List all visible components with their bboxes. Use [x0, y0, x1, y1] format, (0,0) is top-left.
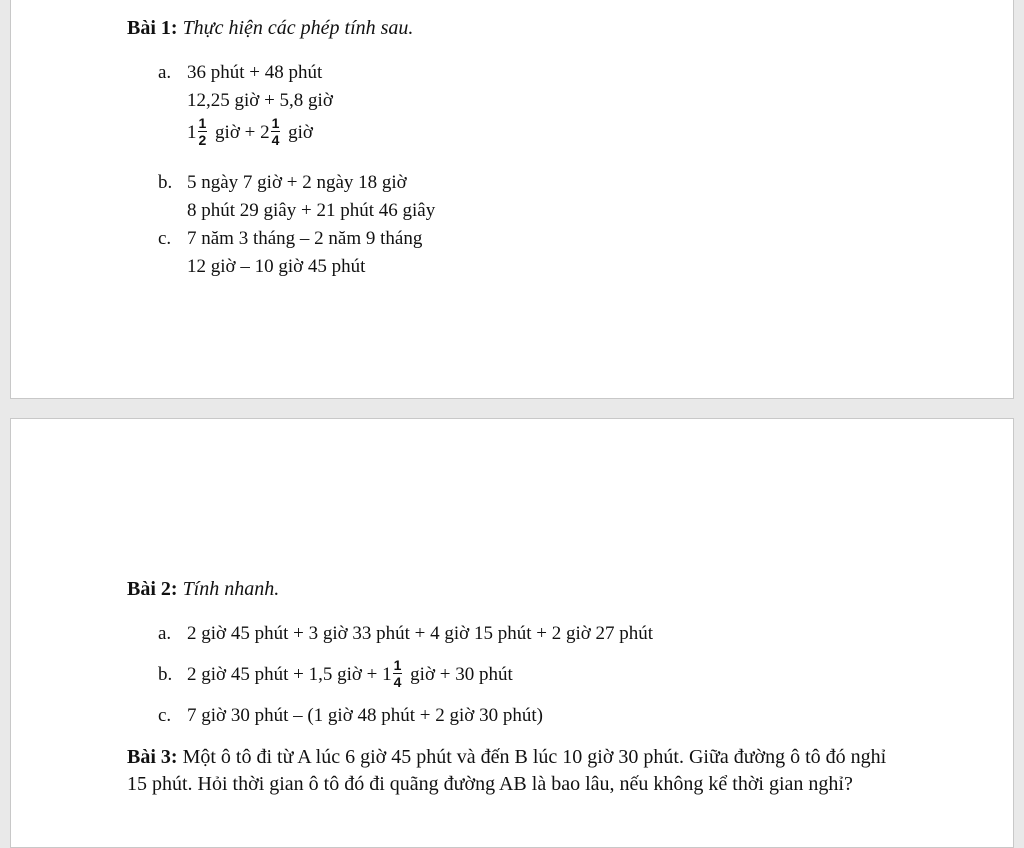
- bai3-paragraph: [127, 744, 897, 798]
- bai1-heading: [127, 17, 413, 40]
- document-page-1: [10, 0, 1014, 399]
- mixed-whole-1: 1: [187, 121, 197, 143]
- fraction-one-half: [198, 116, 208, 147]
- mixed-mid-text: giờ + 2: [210, 121, 270, 143]
- bai2-c-marker: c.: [158, 705, 172, 726]
- fraction-numerator: 1: [393, 657, 402, 673]
- bai1-a-line2: 12,25 giờ + 5,8 giờ: [187, 90, 333, 111]
- fraction-one-quarter: [271, 116, 281, 147]
- bai1-a-line1: 36 phút + 48 phút: [187, 62, 323, 83]
- bai2-heading: [127, 578, 279, 601]
- bai2-b-pre: 2 giờ 45 phút + 1,5 giờ + 1: [187, 663, 392, 685]
- fraction-numerator: 1: [271, 115, 280, 131]
- mixed-end-text: giờ: [283, 121, 313, 143]
- bai1-c-line2: 12 giờ – 10 giờ 45 phút: [187, 256, 366, 277]
- bai2-label: Bài 2:: [127, 578, 178, 600]
- bai1-b-line1: 5 ngày 7 giờ + 2 ngày 18 giờ: [187, 172, 407, 193]
- fraction-denominator: 4: [271, 132, 280, 148]
- bai1-a-marker: a.: [158, 62, 172, 83]
- bai1-a-line3: [187, 115, 313, 149]
- bai1-title: Thực hiện các phép tính sau.: [182, 17, 414, 39]
- fraction-denominator: 2: [198, 132, 207, 148]
- fraction-numerator: 1: [198, 115, 207, 131]
- bai1-b-line2: 8 phút 29 giây + 21 phút 46 giây: [187, 200, 436, 221]
- fraction-denominator: 4: [393, 674, 402, 690]
- bai1-b-marker: b.: [158, 172, 173, 193]
- bai3-text: Một ô tô đi từ A lúc 6 giờ 45 phút và đến B lúc 10 giờ 30 phút. Giữa đường ô tô đó nghỉ 15 phút. Hỏi thời gian ô tô đó đi quãng đường AB là bao lâu, nếu không kể thời gian nghỉ?: [127, 746, 887, 795]
- bai2-b-marker: b.: [158, 664, 173, 685]
- bai2-a-marker: a.: [158, 623, 172, 644]
- bai2-title: Tính nhanh.: [182, 578, 280, 600]
- bai2-b-text: [187, 657, 513, 691]
- fraction-one-quarter: [393, 658, 403, 689]
- bai1-label: Bài 1:: [127, 17, 178, 39]
- bai2-a-text: 2 giờ 45 phút + 3 giờ 33 phút + 4 giờ 15 phút + 2 giờ 27 phút: [187, 623, 654, 644]
- bai2-b-post: giờ + 30 phút: [405, 663, 513, 685]
- bai3-label: Bài 3:: [127, 746, 178, 768]
- bai1-c-line1: 7 năm 3 tháng – 2 năm 9 tháng: [187, 228, 423, 249]
- bai1-c-marker: c.: [158, 228, 172, 249]
- bai2-c-text: 7 giờ 30 phút – (1 giờ 48 phút + 2 giờ 30 phút): [187, 705, 543, 726]
